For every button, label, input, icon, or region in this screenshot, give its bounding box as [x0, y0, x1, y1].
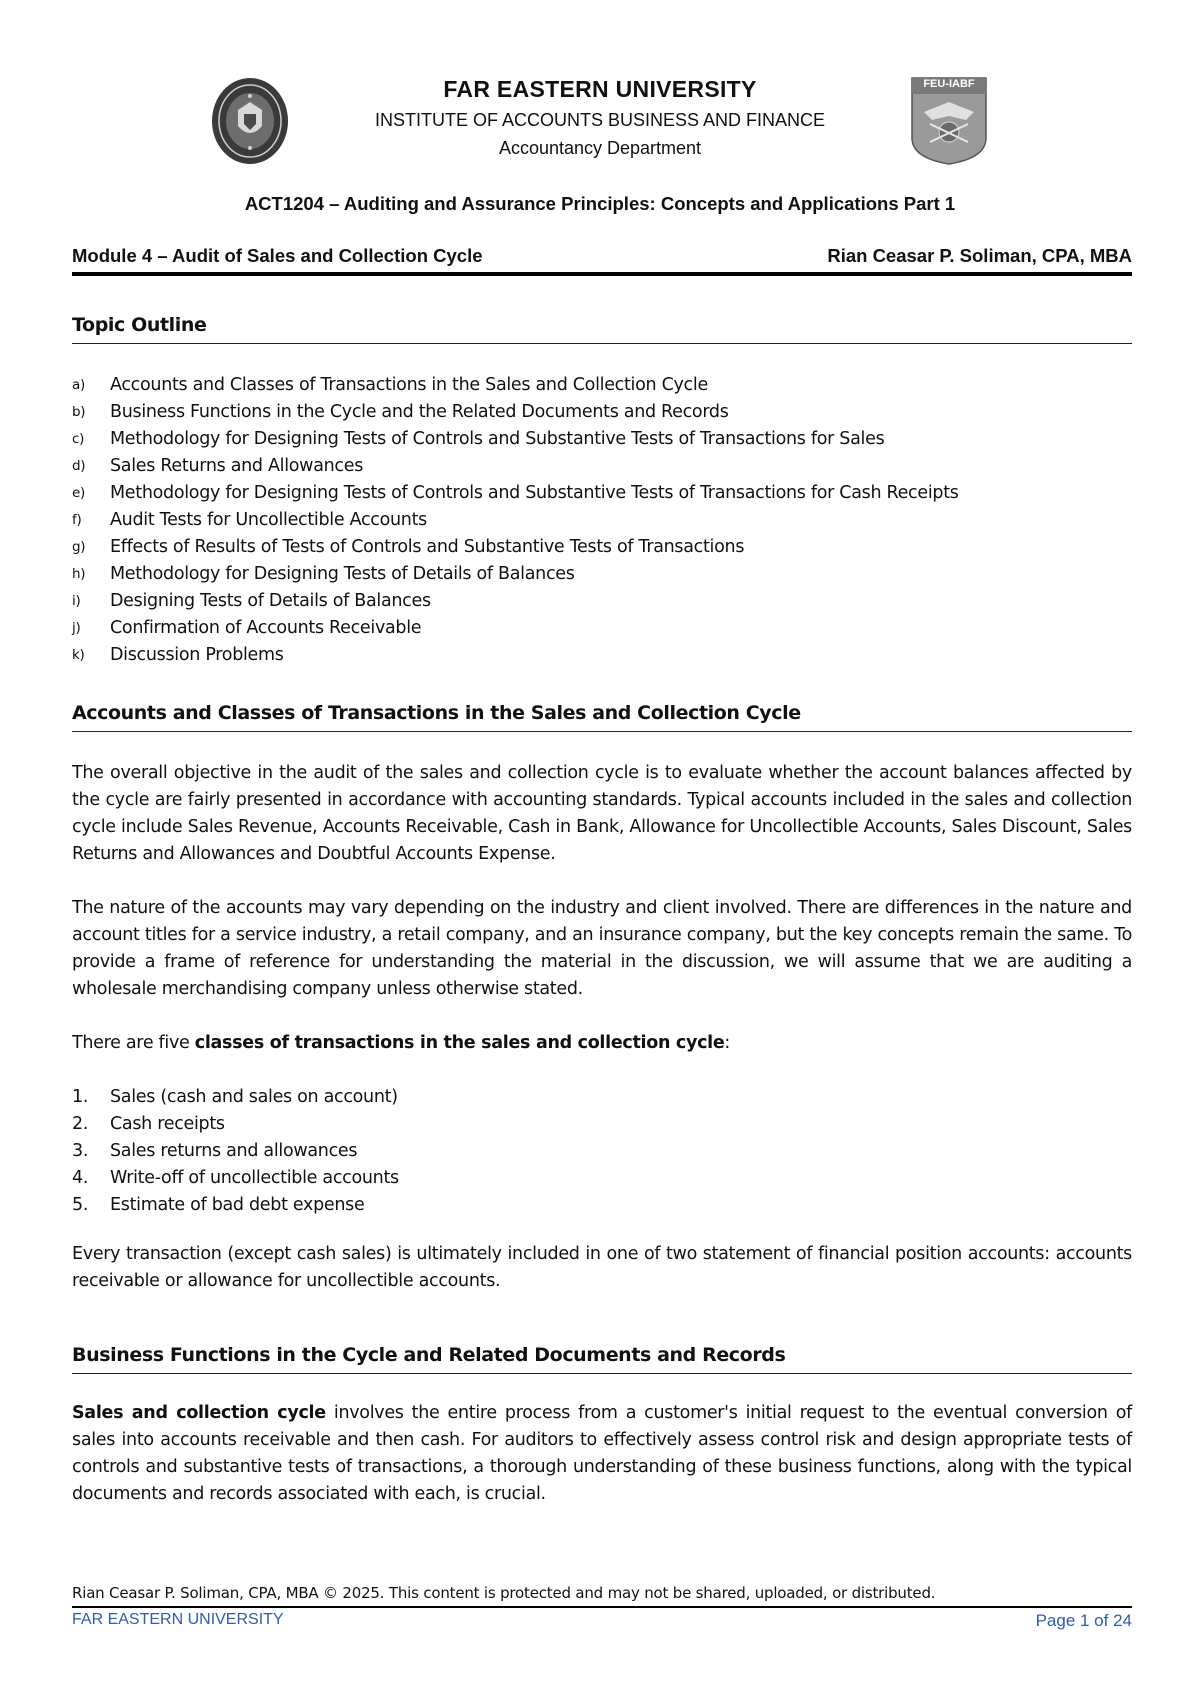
list-item: c) Methodology for Designing Tests of Controls and Substantive Tests of Transactions for Sales — [72, 429, 885, 449]
list-item: h) Methodology for Designing Tests of Details of Balances — [72, 564, 575, 584]
university-name: FAR EASTERN UNIVERSITY — [443, 76, 757, 102]
list-item: 2. Cash receipts — [72, 1114, 225, 1134]
module-row — [72, 245, 1132, 269]
section-divider — [72, 1373, 1132, 1374]
topic-outline-heading: Topic Outline — [72, 314, 207, 336]
author-name: Rian Ceasar P. Soliman, CPA, MBA — [827, 245, 1132, 266]
list-item: d) Sales Returns and Allowances — [72, 456, 364, 476]
module-title: Module 4 – Audit of Sales and Collection Cycle — [72, 245, 483, 266]
section-heading-accounts: Accounts and Classes of Transactions in the Sales and Collection Cycle — [72, 702, 801, 724]
crest-label: FEU-IABF — [923, 78, 975, 90]
paragraph-every-transaction: Every transaction (except cash sales) is ultimately included in one of two statement of financial position accounts: accounts receivable or allowance for uncollectible accounts. — [72, 1244, 1132, 1291]
section-divider — [72, 343, 1132, 344]
course-title: ACT1204 – Auditing and Assurance Principles: Concepts and Applications Part 1 — [244, 193, 956, 214]
paragraph-sales-collection-cycle: Sales and collection cycle involves the entire process from a customer's initial request to the eventual conversion of sales into accounts receivable and then cash. For auditors to effectively assess control risk and design appropriate tests of controls and substantive tests of transactions, a thorough understanding of these business functions, along with the typical documents and records associated with each, is crucial. — [72, 1403, 1132, 1504]
footer-divider — [72, 1606, 1132, 1608]
footer-university: FAR EASTERN UNIVERSITY — [72, 1611, 284, 1628]
institute-name: INSTITUTE OF ACCOUNTS BUSINESS AND FINANCE — [374, 110, 826, 130]
transaction-classes-list — [72, 1084, 1132, 1219]
paragraph-five-classes: There are five classes of transactions in the sales and collection cycle: — [72, 1033, 731, 1053]
section-heading-business-functions: Business Functions in the Cycle and Related Documents and Records — [72, 1344, 786, 1366]
topic-outline-list — [72, 372, 1132, 669]
list-item: i) Designing Tests of Details of Balances — [72, 591, 431, 611]
page-number: Page 1 of 24 — [1035, 1611, 1132, 1630]
department-name: Accountancy Department — [498, 138, 702, 158]
list-item: j) Confirmation of Accounts Receivable — [72, 618, 422, 638]
list-item: 5. Estimate of bad debt expense — [72, 1195, 365, 1215]
list-item: k) Discussion Problems — [72, 645, 284, 665]
list-item: g) Effects of Results of Tests of Controls and Substantive Tests of Transactions — [72, 537, 745, 557]
list-item: 1. Sales (cash and sales on account) — [72, 1087, 398, 1107]
copyright-notice: Rian Ceasar P. Soliman, CPA, MBA © 2025. This content is protected and may not be shared, uploaded, or distributed. — [72, 1584, 936, 1602]
list-item: 4. Write-off of uncollectible accounts — [72, 1168, 399, 1188]
list-item: b) Business Functions in the Cycle and the Related Documents and Records — [72, 402, 729, 422]
list-item: a) Accounts and Classes of Transactions in the Sales and Collection Cycle — [72, 375, 708, 395]
header-divider — [72, 272, 1132, 276]
section-divider — [72, 731, 1132, 732]
list-item: 3. Sales returns and allowances — [72, 1141, 358, 1161]
paragraph-nature-of-accounts: The nature of the accounts may vary depending on the industry and client involved. There are differences in the nature and account titles for a service industry, a retail company, and an insurance company, but the key concepts remain the same. To provide a frame of reference for understanding the material in the discussion, we will assume that we are auditing a wholesale merchandising company unless otherwise stated. — [72, 898, 1132, 999]
list-item: e) Methodology for Designing Tests of Controls and Substantive Tests of Transactions for Cash Receipts — [72, 483, 959, 503]
list-item: f) Audit Tests for Uncollectible Accounts — [72, 510, 427, 530]
paragraph-overall-objective: The overall objective in the audit of the sales and collection cycle is to evaluate whether the account balances affected by the cycle are fairly presented in accordance with accounting standards. Typical accounts included in the sales and collection cycle include Sales Revenue, Accounts Receivable, Cash in Bank, Allowance for Uncollectible Accounts, Sales Discount, Sales Returns and Allowances and Doubtful Accounts Expense. — [72, 763, 1132, 864]
